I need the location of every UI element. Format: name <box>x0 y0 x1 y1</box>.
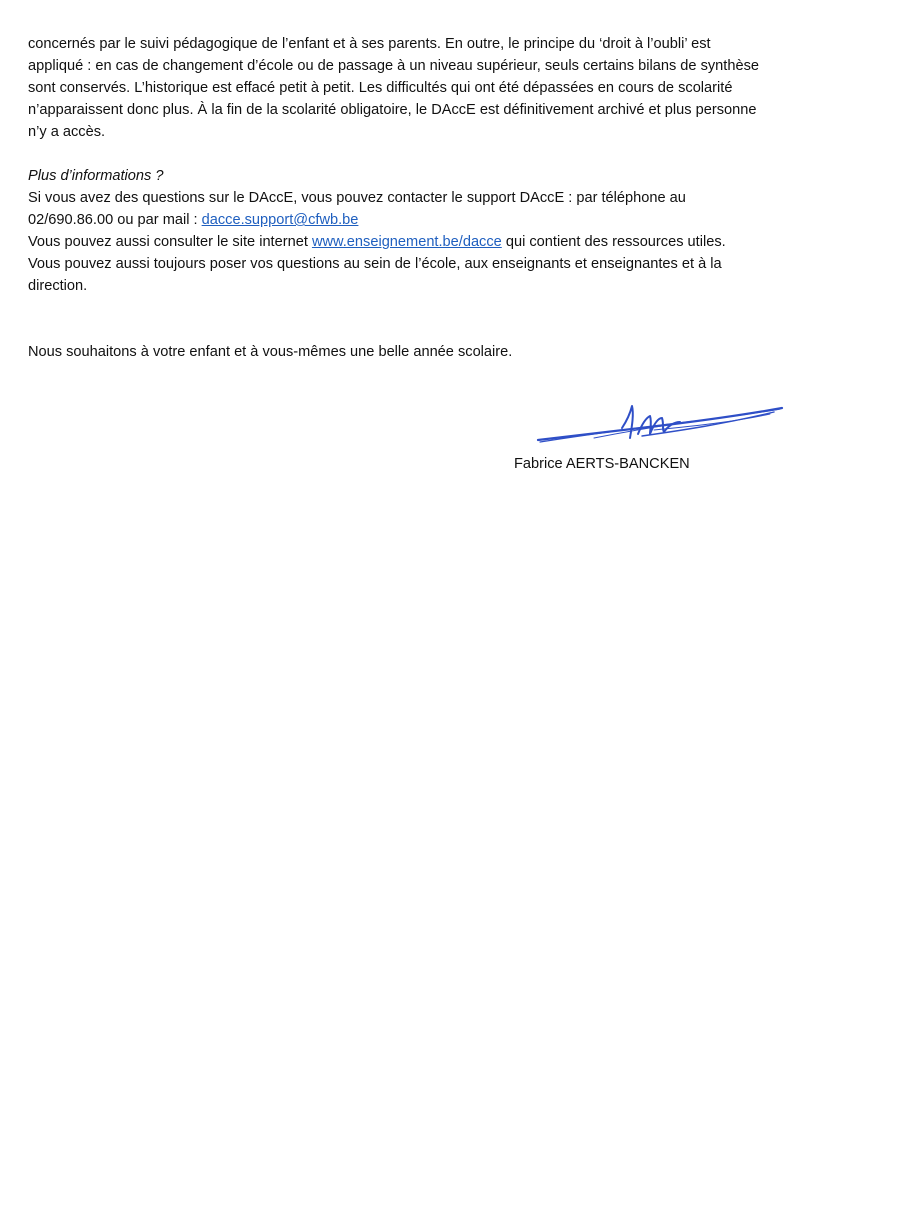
website-link[interactable]: www.enseignement.be/dacce <box>311 234 502 250</box>
handwritten-signature-icon <box>534 400 784 446</box>
paragraph-line: appliqué : en cas de changement d’école ou de passage à un niveau supérieur, seuls certains bilans de synthèse <box>28 58 759 74</box>
contact-line-email <box>28 209 772 231</box>
website-line <box>28 231 772 253</box>
paragraph-line: concernés par le suivi pédagogique de l’enfant et à ses parents. En outre, le principe du ‘droit à l’oubli’ est <box>28 36 711 52</box>
email-link[interactable]: dacce.support@cfwb.be <box>201 212 359 228</box>
school-line: direction. <box>28 278 88 294</box>
document-body <box>28 33 772 363</box>
contact-line: Si vous avez des questions sur le DAccE, vous pouvez contacter le support DAccE : par téléphone au <box>28 190 686 206</box>
info-section <box>28 165 772 297</box>
school-line: Vous pouvez aussi toujours poser vos questions au sein de l’école, aux enseignants et enseignantes et à la <box>28 256 722 272</box>
privacy-paragraph <box>28 33 772 143</box>
info-heading: Plus d’informations ? <box>28 168 164 184</box>
paragraph-line: n’apparaissent donc plus. À la fin de la scolarité obligatoire, le DAccE est définitivement archivé et plus personne <box>28 102 757 118</box>
website-text-before: Vous pouvez aussi consulter le site internet <box>28 234 312 250</box>
closing-sentence: Nous souhaitons à votre enfant et à vous-mêmes une belle année scolaire. <box>28 344 513 360</box>
website-text-after: qui contient des ressources utiles. <box>501 234 726 250</box>
signature-block <box>514 400 794 480</box>
paragraph-line: n’y a accès. <box>28 124 106 140</box>
signer-name: Fabrice AERTS-BANCKEN <box>514 456 690 472</box>
paragraph-line: sont conservés. L’historique est effacé petit à petit. Les difficultés qui ont été dépassées en cours de scolarité <box>28 80 733 96</box>
contact-phone-text: 02/690.86.00 ou par mail : <box>28 212 202 228</box>
